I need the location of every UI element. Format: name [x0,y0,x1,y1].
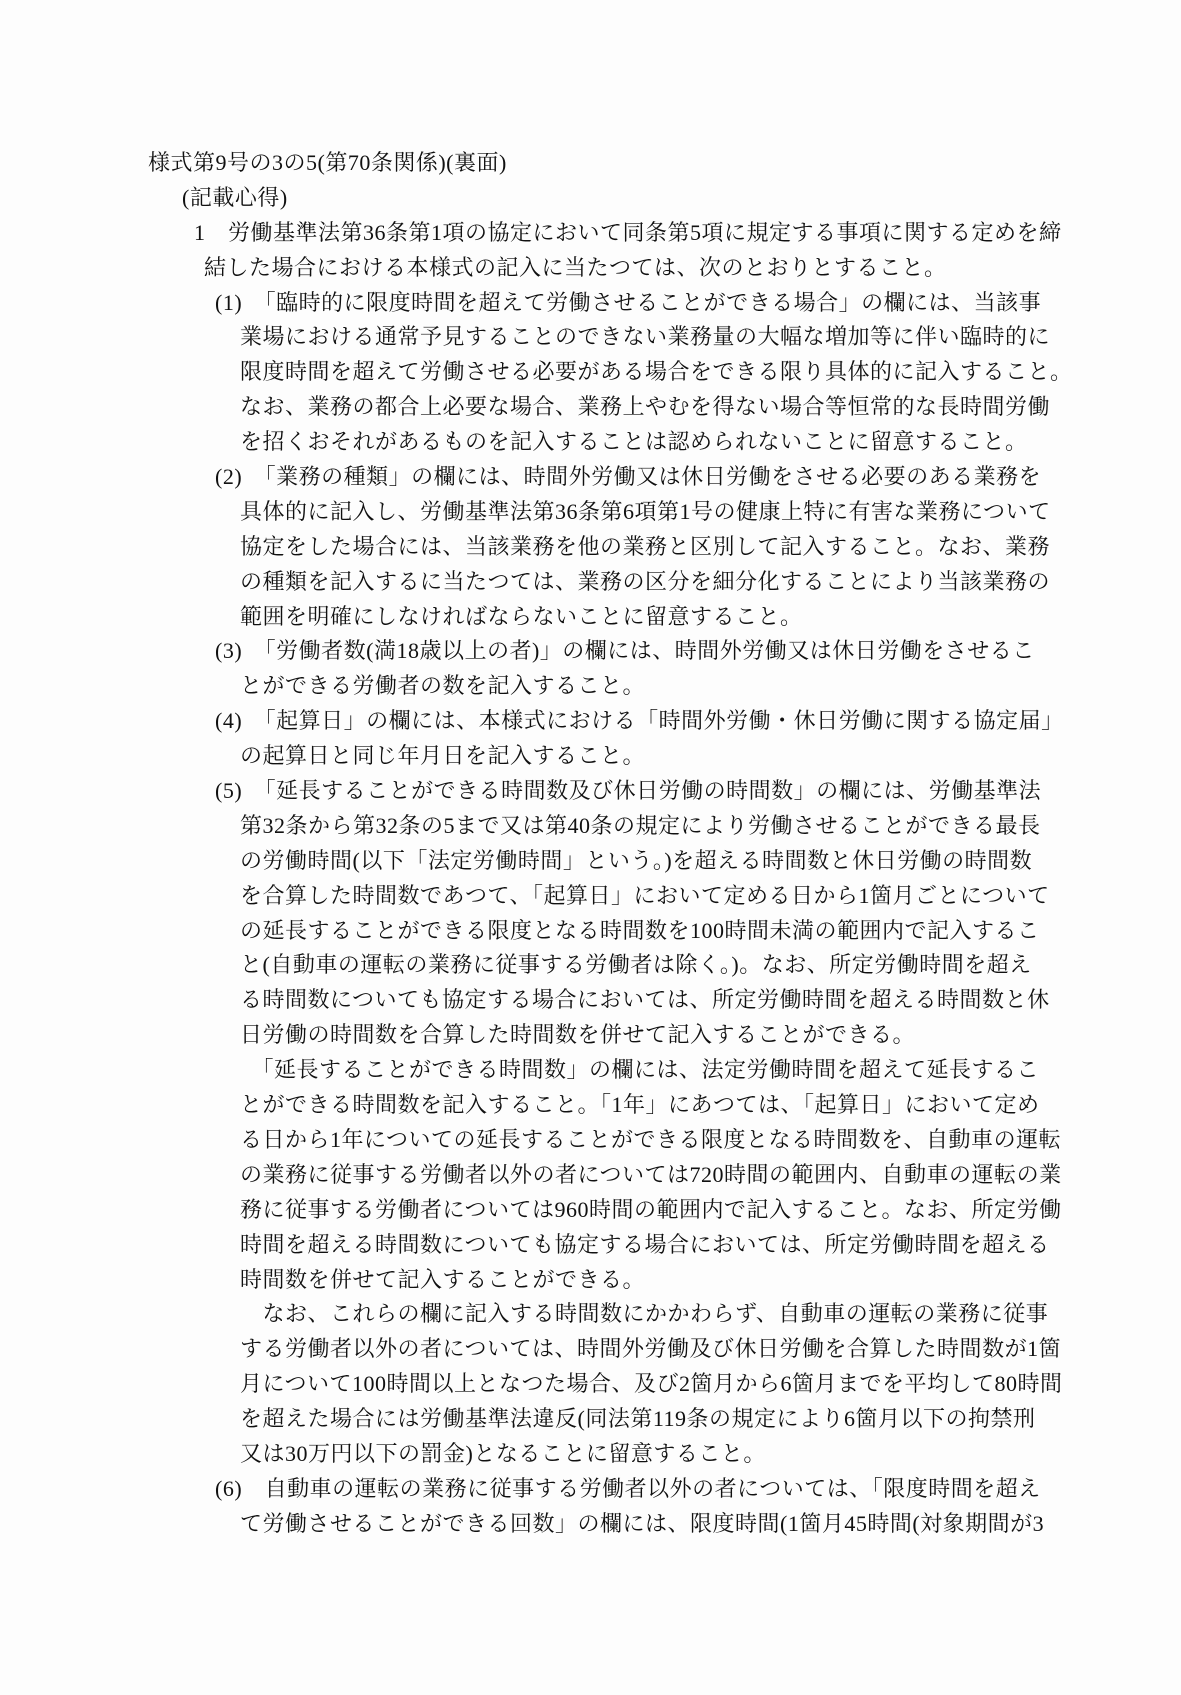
item-1-5-line: と(自動車の運転の業務に従事する労働者は除く。)。なお、所定労働時間を超え [240,952,1032,978]
item-1-5-line: (5) 「延長することができる時間数及び休日労働の時間数」の欄には、労働基準法 [215,778,1042,804]
item-1-5-line: を合算した時間数であつて、「起算日」において定める日から1箇月ごとについて [240,882,1050,908]
item-1-2-line: 具体的に記入し、労働基準法第36条第6項第1号の健康上特に有害な業務について [240,498,1051,524]
item-1-4-line: の起算日と同じ年月日を記入すること。 [240,743,646,769]
item-1-6-line: (6) 自動車の運転の業務に従事する労働者以外の者については、「限度時間を超え [215,1475,1041,1501]
item-1-1-line: を招くおそれがあるものを記入することは認められないことに留意すること。 [240,429,1028,455]
item-1-1-line: (1) 「臨時的に限度時間を超えて労働させることができる場合」の欄には、当該事 [215,289,1042,315]
item-1-5-line: 日労働の時間数を合算した時間数を併せて記入することができる。 [240,1022,916,1048]
section-heading: (記載心得) [182,184,288,210]
item-1-5-line: 務に従事する労働者については960時間の範囲内で記入すること。なお、所定労働 [240,1196,1062,1222]
item-1-line: 1 労働基準法第36条第1項の協定において同条第5項に規定する事項に関する定めを締 [194,219,1062,245]
item-1-5-line: る時間数についても協定する場合においては、所定労働時間を超える時間数と休 [240,987,1050,1013]
item-1-5-line: の業務に従事する労働者以外の者については720時間の範囲内、自動車の運転の業 [240,1161,1062,1187]
item-1-5-line: 時間数を併せて記入することができる。 [240,1266,646,1292]
item-1-5-line: 時間を超える時間数についても協定する場合においては、所定労働時間を超える [240,1231,1050,1257]
item-1-2-line: (2) 「業務の種類」の欄には、時間外労働又は休日労働をさせる必要のある業務を [215,464,1042,490]
item-1-line: 結した場合における本様式の記入に当たつては、次のとおりとすること。 [204,254,947,280]
item-1-1-line: 業場における通常予見することのできない業務量の大幅な増加等に伴い臨時的に [240,324,1051,350]
item-1-1-line: 限度時間を超えて労働させる必要がある場合をできる限り具体的に記入すること。 [240,359,1073,385]
item-1-5-line: なお、これらの欄に記入する時間数にかかわらず、自動車の運転の業務に従事 [240,1301,1049,1327]
item-1-5-line: の労働時間(以下「法定労働時間」という。)を超える時間数と休日労働の時間数 [240,847,1033,873]
item-1-6-line: て労働させることができる回数」の欄には、限度時間(1箇月45時間(対象期間が3 [240,1510,1045,1536]
item-1-5-line: の延長することができる限度となる時間数を100時間未満の範囲内で記入するこ [240,917,1040,943]
item-1-5-line: とができる時間数を記入すること。「1年」にあつては、「起算日」において定め [240,1092,1040,1118]
item-1-2-line: の種類を記入するに当たつては、業務の区分を細分化することにより当該業務の [240,568,1051,594]
item-1-4-line: (4) 「起算日」の欄には、本様式における「時間外労働・休日労働に関する協定届」 [215,708,1064,734]
item-1-3-line: とができる労働者の数を記入すること。 [240,673,646,699]
item-1-5-line: する労働者以外の者については、時間外労働及び休日労働を合算した時間数が1箇 [240,1336,1062,1362]
item-1-2-line: 協定をした場合には、当該業務を他の業務と区別して記入すること。なお、業務 [240,533,1051,559]
item-1-1-line: なお、業務の都合上必要な場合、業務上やむを得ない場合等恒常的な長時間労働 [240,394,1051,420]
item-1-5-line: 第32条から第32条の5まで又は第40条の規定により労働させることができる最長 [240,812,1041,838]
item-1-5-line: 又は30万円以下の罰金)となることに留意すること。 [240,1440,766,1466]
item-1-3-line: (3) 「労働者数(満18歳以上の者)」の欄には、時間外労働又は休日労働をさせるこ [215,638,1035,664]
item-1-5-line: る日から1年についての延長することができる限度となる時間数を、自動車の運転 [240,1126,1062,1152]
item-1-5-line: 月について100時間以上となつた場合、及び2箇月から6箇月までを平均して80時間 [240,1371,1063,1397]
item-1-2-line: 範囲を明確にしなければならないことに留意すること。 [240,603,803,629]
item-1-5-line: 「延長することができる時間数」の欄には、法定労働時間を超えて延長するこ [240,1057,1040,1083]
item-1-5-line: を超えた場合には労働基準法違反(同法第119条の規定により6箇月以下の拘禁刑 [240,1406,1036,1432]
form-number-title: 様式第9号の3の5(第70条関係)(裏面) [148,150,507,175]
